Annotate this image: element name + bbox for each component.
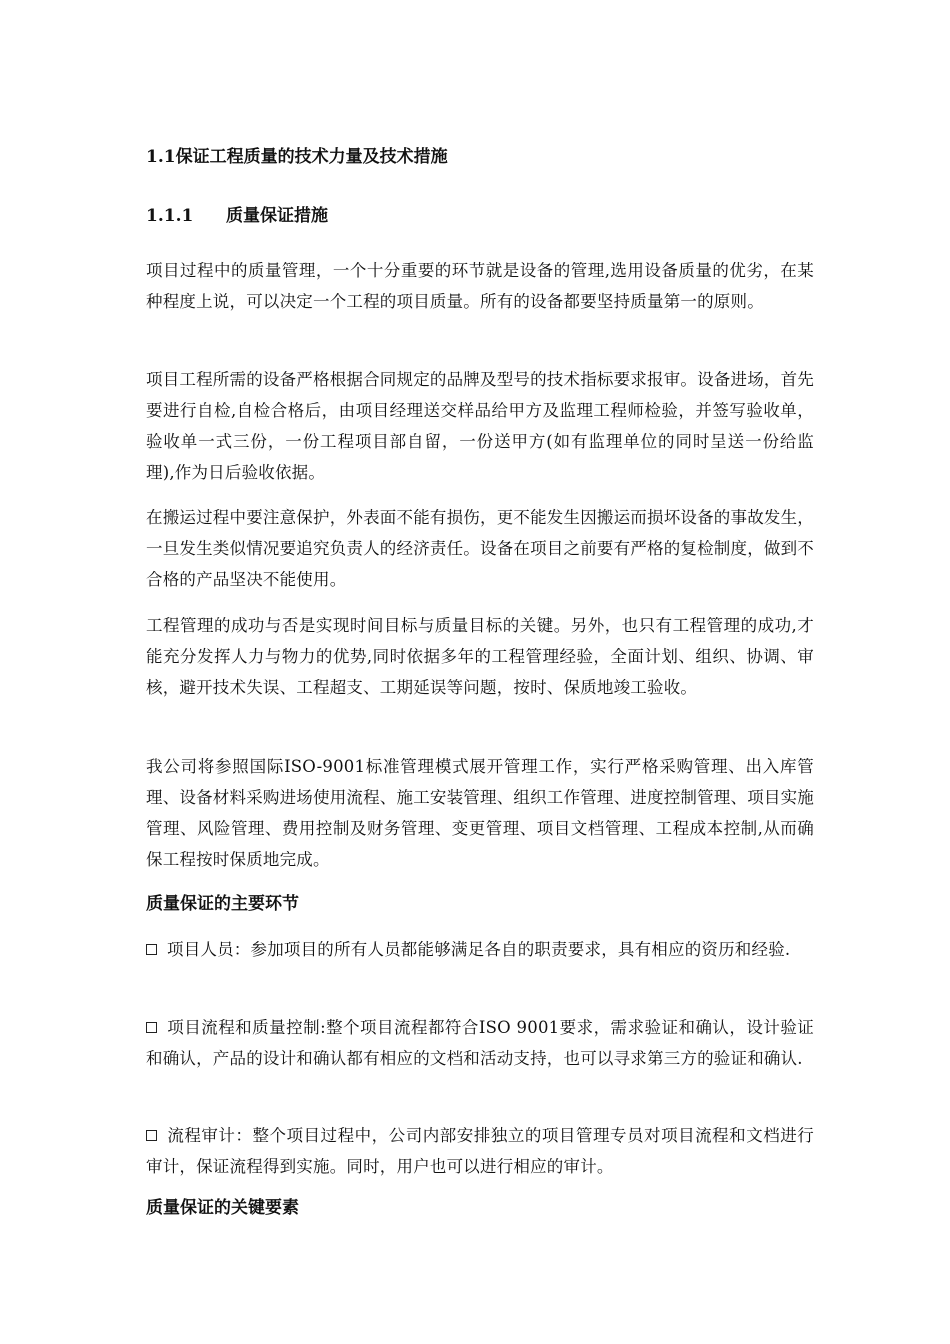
checkbox-bullet-icon — [146, 944, 157, 955]
heading-2-number: 1.1.1 — [146, 206, 194, 226]
heading-2-title: 质量保证措施 — [226, 206, 328, 226]
heading-main-links: 质量保证的主要环节 — [146, 894, 299, 914]
checkbox-bullet-icon — [146, 1022, 157, 1033]
heading-key-elements: 质量保证的关键要素 — [146, 1198, 299, 1218]
list-item — [146, 1120, 814, 1182]
list-item — [146, 1012, 814, 1074]
list-item-text: 项目人员：参加项目的所有人员都能够满足各自的职责要求，具有相应的资历和经验. — [167, 940, 791, 959]
list-item-text: 项目流程和质量控制:整个项目流程都符合ISO 9001要求，需求验证和确认，设计验证和确认，产品的设计和确认都有相应的文档和活动支持，也可以寻求第三方的验证和确认. — [146, 1018, 814, 1068]
paragraph-equipment-management: 项目过程中的质量管理，一个十分重要的环节就是设备的管理,选用设备质量的优劣，在某种程度上说，可以决定一个工程的项目质量。所有的设备都要坚持质量第一的原则。 — [146, 261, 814, 311]
list-item — [146, 934, 814, 965]
paragraph-equipment-review: 项目工程所需的设备严格根据合同规定的品牌及型号的技术指标要求报审。设备进场，首先要进行自检,自检合格后，由项目经理送交样品给甲方及监理工程师检验，并签写验收单，验收单一式三份，一份工程项目部自留，一份送甲方(如有监理单位的同时呈送一份给监理),作为日后验收依据。 — [146, 370, 814, 482]
heading-2 — [146, 205, 328, 227]
list-item-text: 流程审计：整个项目过程中，公司内部安排独立的项目管理专员对项目流程和文档进行审计，保证流程得到实施。同时，用户也可以进行相应的审计。 — [146, 1126, 814, 1176]
checkbox-bullet-icon — [146, 1130, 157, 1141]
paragraph-transport-protection: 在搬运过程中要注意保护，外表面不能有损伤，更不能发生因搬运而损坏设备的事故发生，一旦发生类似情况要追究负责人的经济责任。设备在项目之前要有严格的复检制度，做到不合格的产品坚决不能使用。 — [146, 508, 814, 589]
heading-1: 1.1保证工程质量的技术力量及技术措施 — [146, 147, 448, 167]
paragraph-project-management: 工程管理的成功与否是实现时间目标与质量目标的关键。另外，也只有工程管理的成功,才能充分发挥人力与物力的优势,同时依据多年的工程管理经验，全面计划、组织、协调、审核，避开技术失误、工程超支、工期延误等问题，按时、保质地竣工验收。 — [146, 616, 814, 697]
paragraph-iso-9001: 我公司将参照国际ISO-9001标准管理模式展开管理工作，实行严格采购管理、出入库管理、设备材料采购进场使用流程、施工安装管理、组织工作管理、进度控制管理、项目实施管理、风险管理、费用控制及财务管理、变更管理、项目文档管理、工程成本控制,从而确保工程按时保质地完成。 — [146, 757, 814, 869]
